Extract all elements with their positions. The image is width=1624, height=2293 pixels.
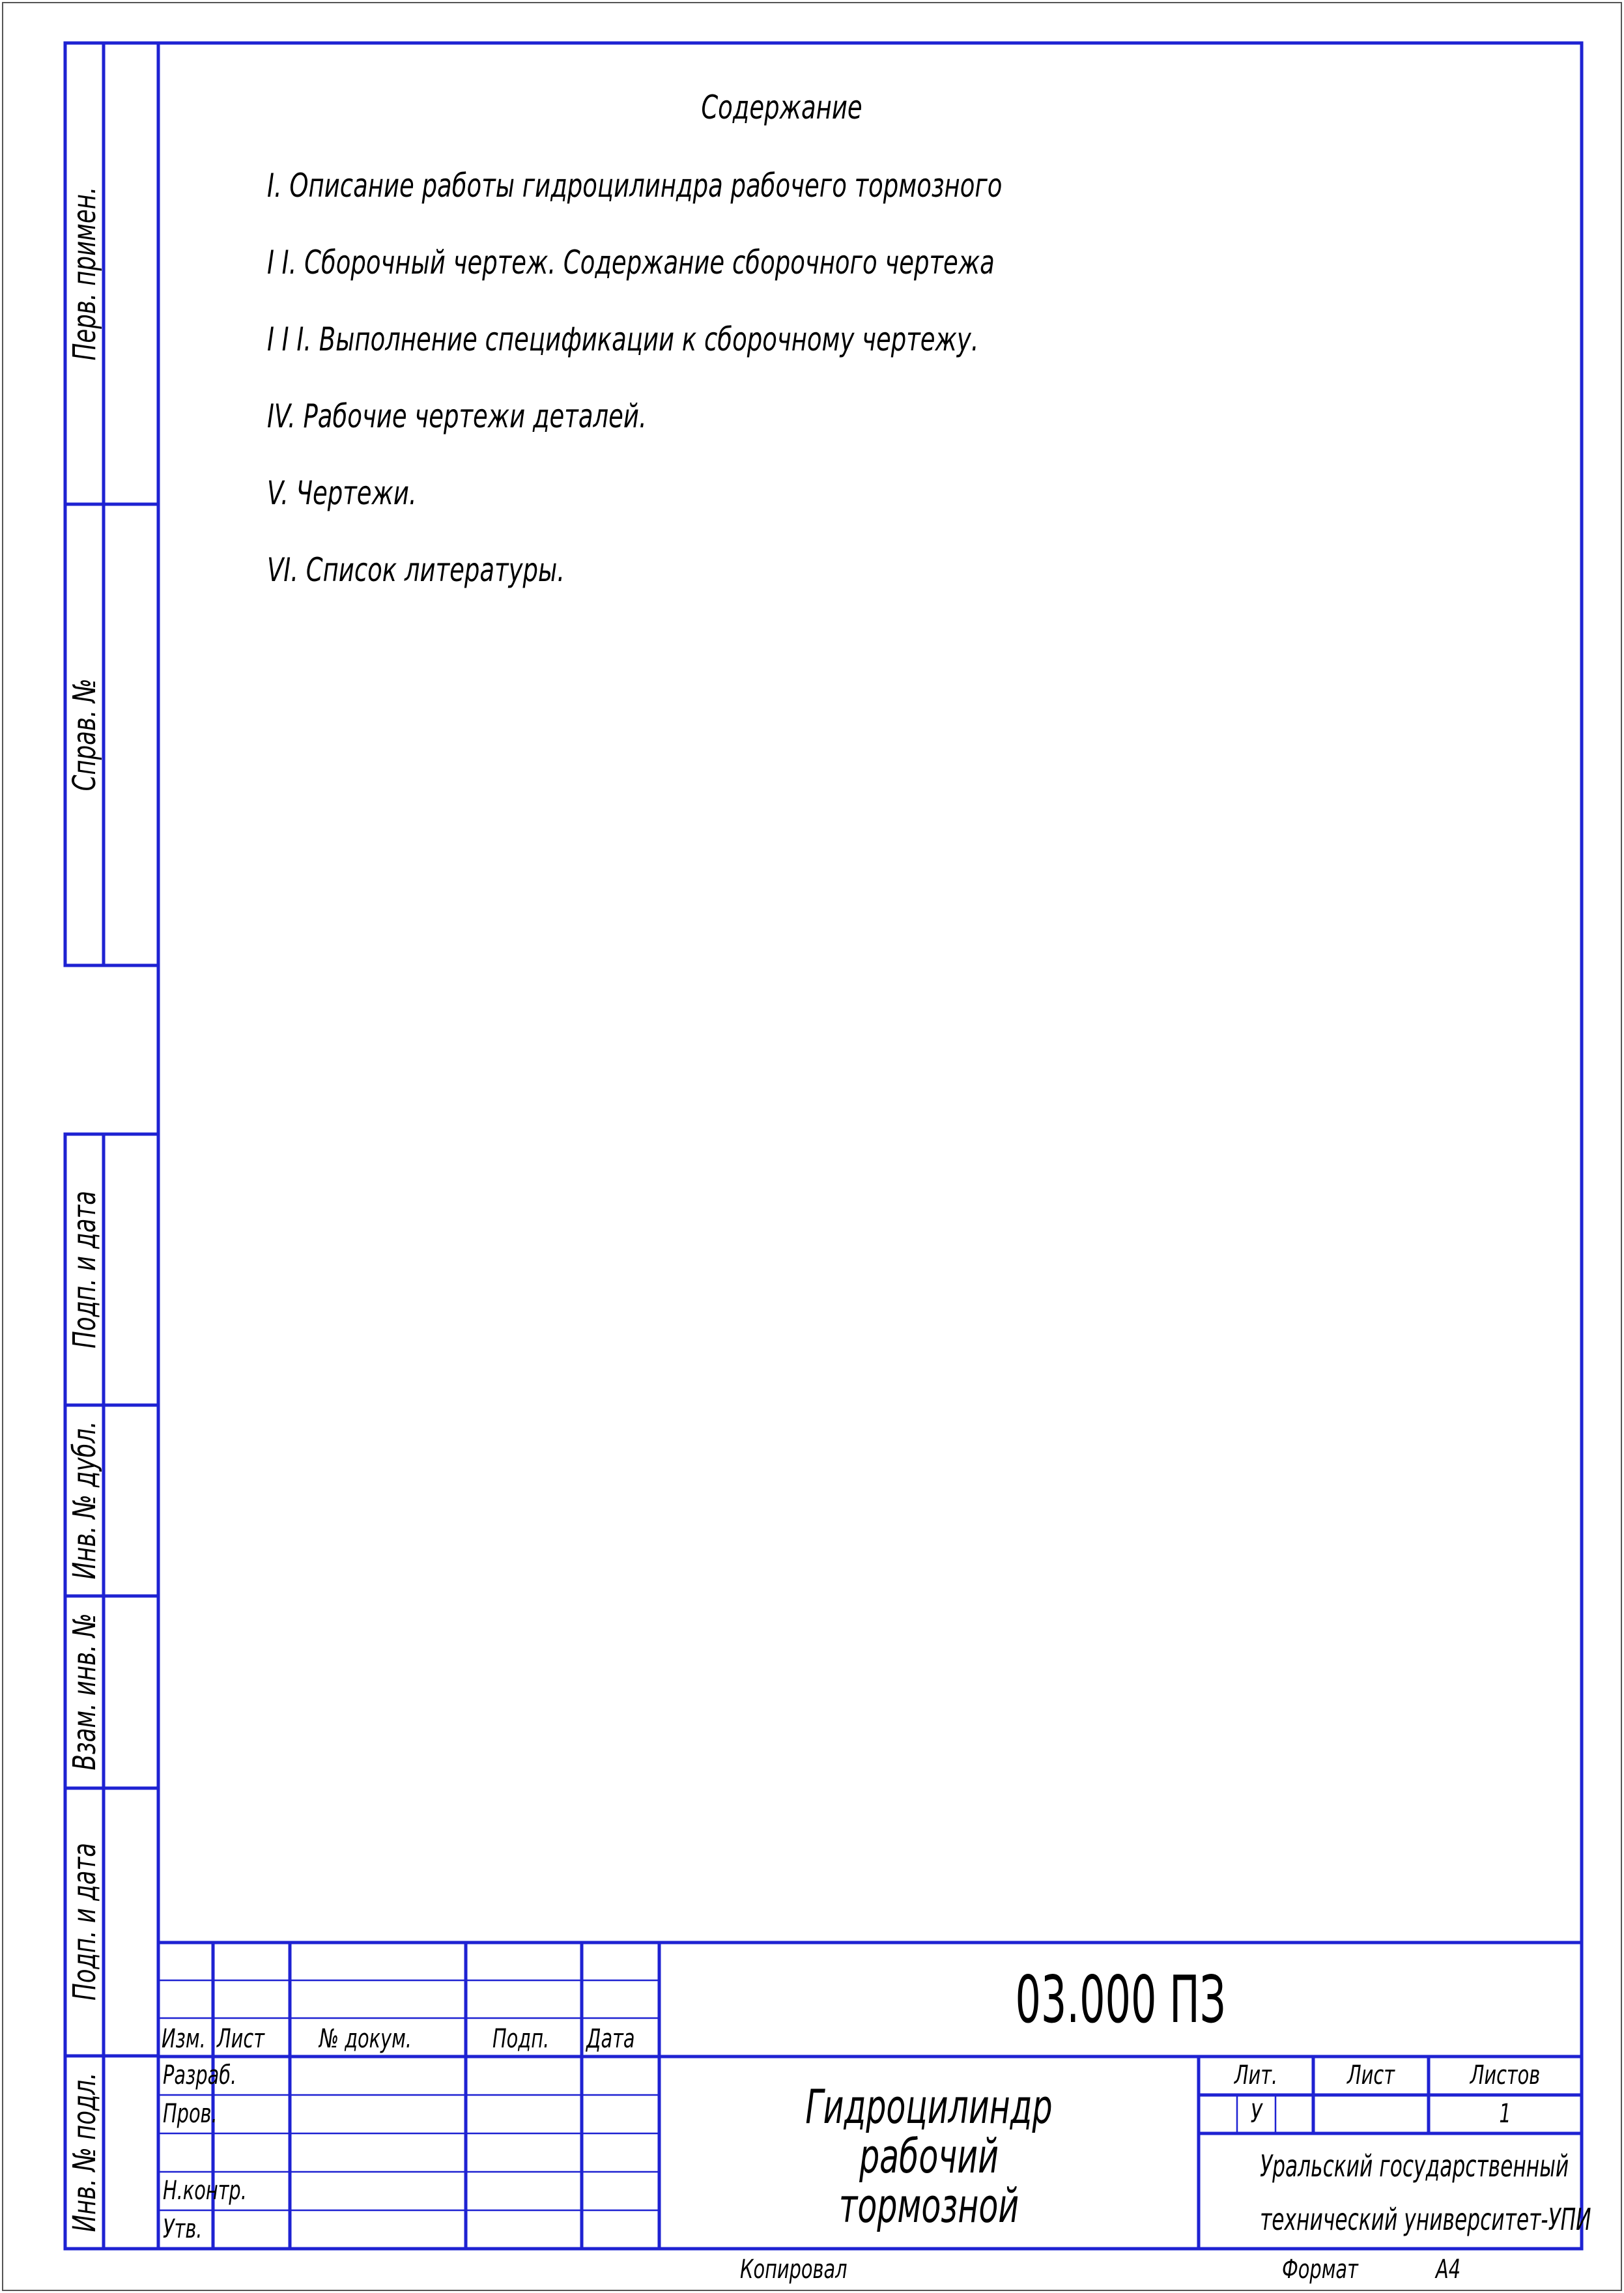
header-izm: Изм. xyxy=(162,2024,206,2054)
role-utv: Утв. xyxy=(163,2214,203,2244)
listov-label: Листов xyxy=(1470,2060,1541,2090)
listov-value: 1 xyxy=(1499,2099,1511,2129)
organization-line1: Уральский государственный xyxy=(1260,2148,1569,2184)
header-list: Лист xyxy=(217,2024,264,2054)
side-label-perv-primen: Перв. примен. xyxy=(66,186,103,361)
lit-value: У xyxy=(1250,2099,1262,2129)
header-podp: Подп. xyxy=(492,2024,550,2054)
role-prov: Пров. xyxy=(163,2099,218,2129)
side-label-podp-data-top: Подп. и дата xyxy=(66,1191,103,1348)
footer-copied-label: Копировал xyxy=(740,2255,848,2285)
lit-label: Лит. xyxy=(1234,2060,1278,2090)
side-label-sprav-no: Справ. № xyxy=(66,678,103,791)
side-label-vzam-inv-no: Взам. инв. № xyxy=(66,1613,103,1771)
toc-item: I I. Сборочный чертеж. Содержание сборочного чертежа xyxy=(267,244,995,281)
product-name-line2: рабочий xyxy=(859,2129,999,2184)
document-designation: 03.000 ПЗ xyxy=(1015,1961,1226,2038)
side-label-inv-no-podl: Инв. № подл. xyxy=(66,2072,103,2232)
product-name-line3: тормозной xyxy=(838,2178,1019,2233)
list-label: Лист xyxy=(1347,2060,1395,2090)
toc-item: V. Чертежи. xyxy=(267,474,417,512)
toc-item: I I I. Выполнение спецификации к сборочному чертежу. xyxy=(267,320,979,358)
side-label-inv-no-dubl: Инв. № дубл. xyxy=(66,1421,103,1580)
header-no-dokum: № докум. xyxy=(319,2024,412,2054)
header-data: Дата xyxy=(586,2024,635,2054)
side-label-podp-data-bottom: Подп. и дата xyxy=(66,1843,103,2001)
toc-item: VI. Список литературы. xyxy=(267,551,565,589)
footer-format-value: А4 xyxy=(1436,2255,1461,2285)
product-name-line1: Гидроцилиндр xyxy=(805,2079,1053,2134)
role-razrab: Разраб. xyxy=(163,2060,237,2090)
toc-item: I. Описание работы гидроцилиндра рабочего тормозного xyxy=(267,167,1003,205)
toc-title: Содержание xyxy=(701,89,862,126)
organization-line2: технический университет-УПИ xyxy=(1260,2202,1591,2237)
role-n-kontr: Н.контр. xyxy=(163,2176,247,2206)
footer-format-label: Формат xyxy=(1282,2255,1358,2285)
toc-item: IV. Рабочие чертежи деталей. xyxy=(267,397,647,435)
